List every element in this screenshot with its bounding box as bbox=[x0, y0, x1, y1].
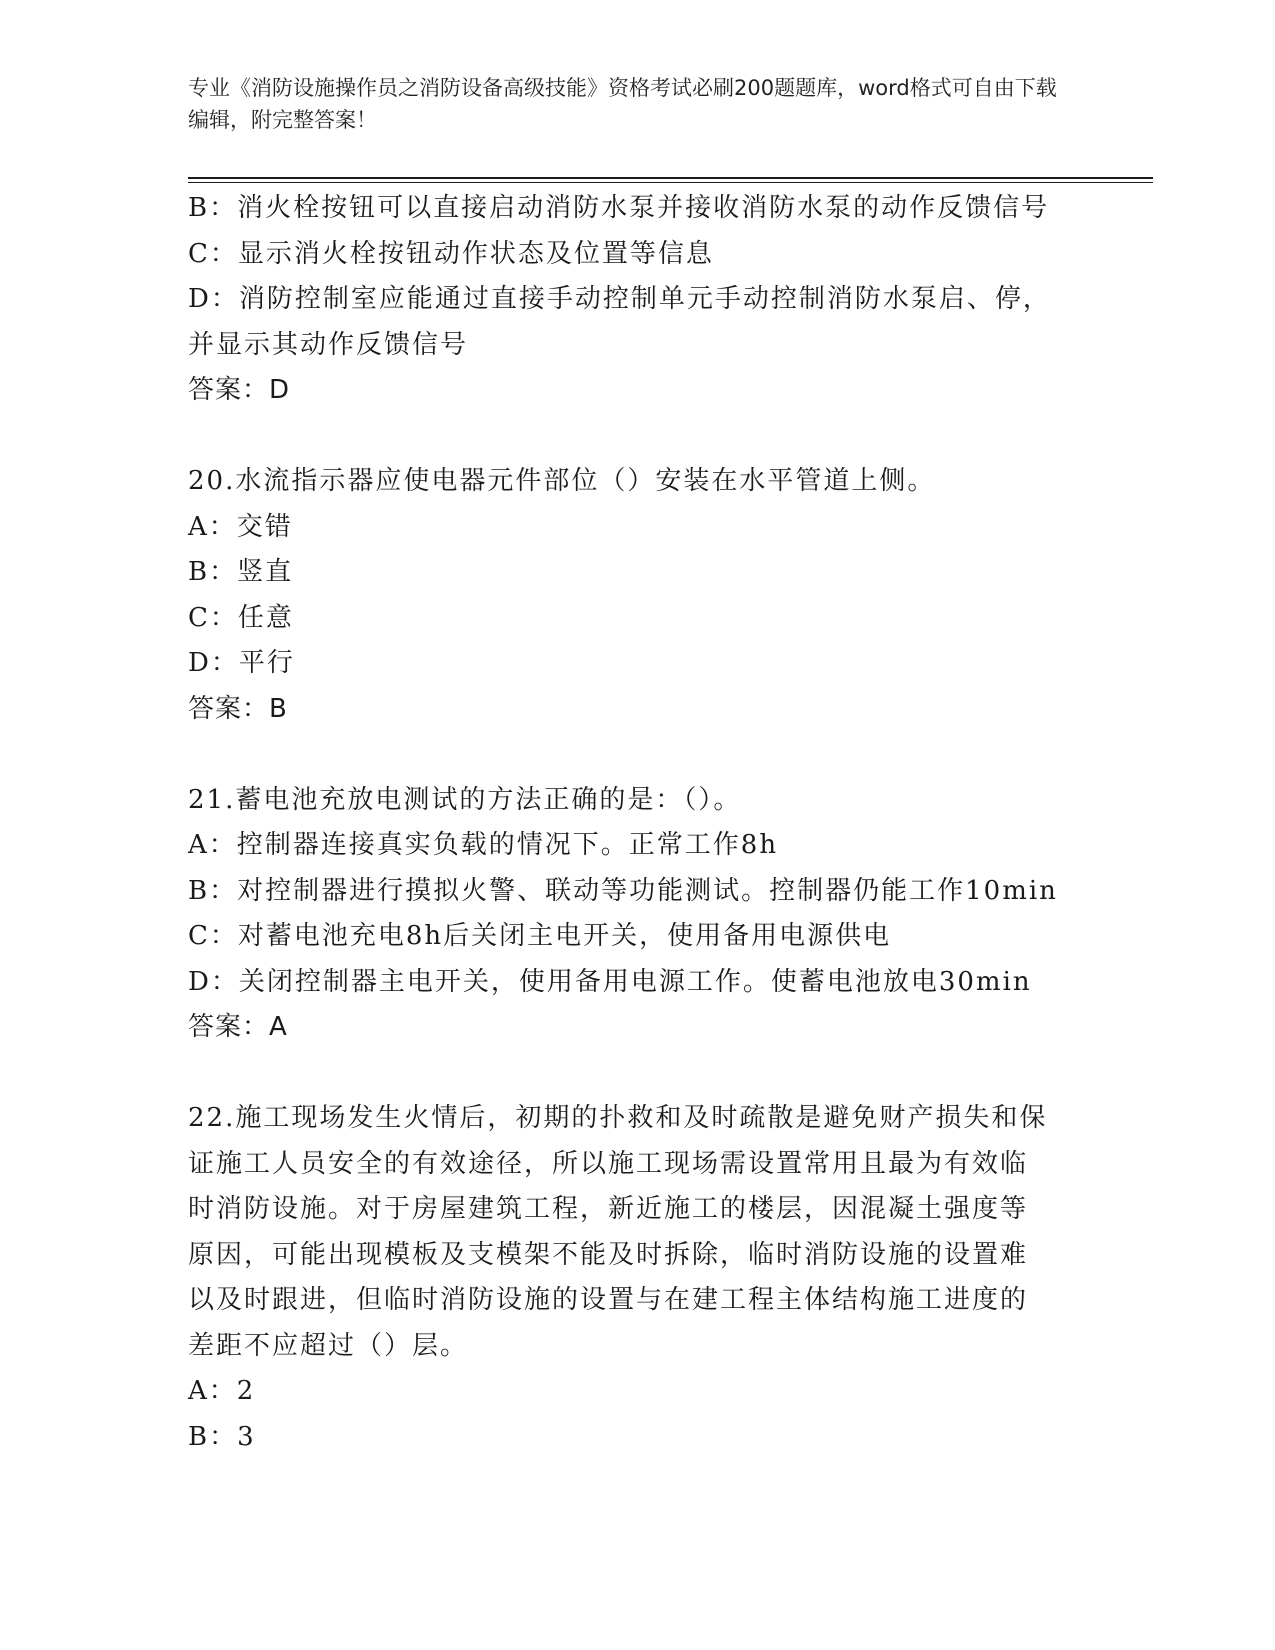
option-d: D：平行 bbox=[188, 648, 295, 678]
question-19-tail bbox=[188, 186, 1088, 414]
option-d: D：消防控制室应能通过直接手动控制单元手动控制消防水泵启、停， bbox=[188, 284, 1051, 314]
question-stem-line: 22.施工现场发生火情后，初期的扑救和及时疏散是避免财产损失和保 bbox=[188, 1103, 1048, 1133]
question-stem-line: 以及时跟进，但临时消防设施的设置与在建工程主体结构施工进度的 bbox=[188, 1285, 1029, 1315]
question-stem-line: 差距不应超过（）层。 bbox=[188, 1330, 469, 1361]
header-divider-thin bbox=[188, 182, 1153, 183]
document-header: 专业《消防设施操作员之消防设备高级技能》资格考试必刷200题题库，word格式可自由下载编辑，附完整答案！ bbox=[188, 76, 1057, 132]
answer-label: 答案：A bbox=[188, 1012, 288, 1042]
question-20 bbox=[188, 459, 1088, 732]
header-divider-thick bbox=[188, 177, 1153, 179]
question-spacer bbox=[188, 414, 1088, 460]
question-21 bbox=[188, 778, 1088, 1051]
question-22 bbox=[188, 1096, 1088, 1460]
option-c: C：任意 bbox=[188, 602, 294, 633]
option-d-continued: 并显示其动作反馈信号 bbox=[188, 329, 469, 360]
option-d: D：关闭控制器主电开关，使用备用电源工作。使蓄电池放电30min bbox=[188, 966, 1032, 997]
option-a: A：控制器连接真实负载的情况下。正常工作8h bbox=[188, 830, 779, 860]
question-stem-line: 时消防设施。对于房屋建筑工程，新近施工的楼层，因混凝土强度等 bbox=[188, 1194, 1029, 1224]
question-stem: 20.水流指示器应使电器元件部位（）安装在水平管道上侧。 bbox=[188, 466, 936, 496]
option-b: B：消火栓按钮可以直接启动消防水泵并接收消防水泵的动作反馈信号 bbox=[188, 193, 1050, 223]
question-spacer bbox=[188, 732, 1088, 778]
answer-label: 答案：B bbox=[188, 693, 288, 724]
answer-label: 答案：D bbox=[188, 375, 291, 405]
option-c: C：显示消火栓按钮动作状态及位置等信息 bbox=[188, 238, 714, 269]
question-stem: 21.蓄电池充放电测试的方法正确的是：（）。 bbox=[188, 784, 742, 815]
question-spacer bbox=[188, 1051, 1088, 1097]
option-a: A：交错 bbox=[188, 511, 293, 542]
option-b: B：竖直 bbox=[188, 557, 294, 587]
option-c: C：对蓄电池充电8h后关闭主电开关，使用备用电源供电 bbox=[188, 921, 892, 951]
question-stem-line: 证施工人员安全的有效途径，所以施工现场需设置常用且最为有效临 bbox=[188, 1148, 1029, 1179]
option-b: B：对控制器进行摸拟火警、联动等功能测试。控制器仍能工作10min bbox=[188, 875, 1058, 906]
option-a: A：2 bbox=[188, 1376, 256, 1406]
option-b: B：3 bbox=[188, 1421, 256, 1452]
question-content bbox=[188, 186, 1088, 1460]
question-stem-line: 原因，可能出现模板及支模架不能及时拆除，临时消防设施的设置难 bbox=[188, 1239, 1029, 1270]
